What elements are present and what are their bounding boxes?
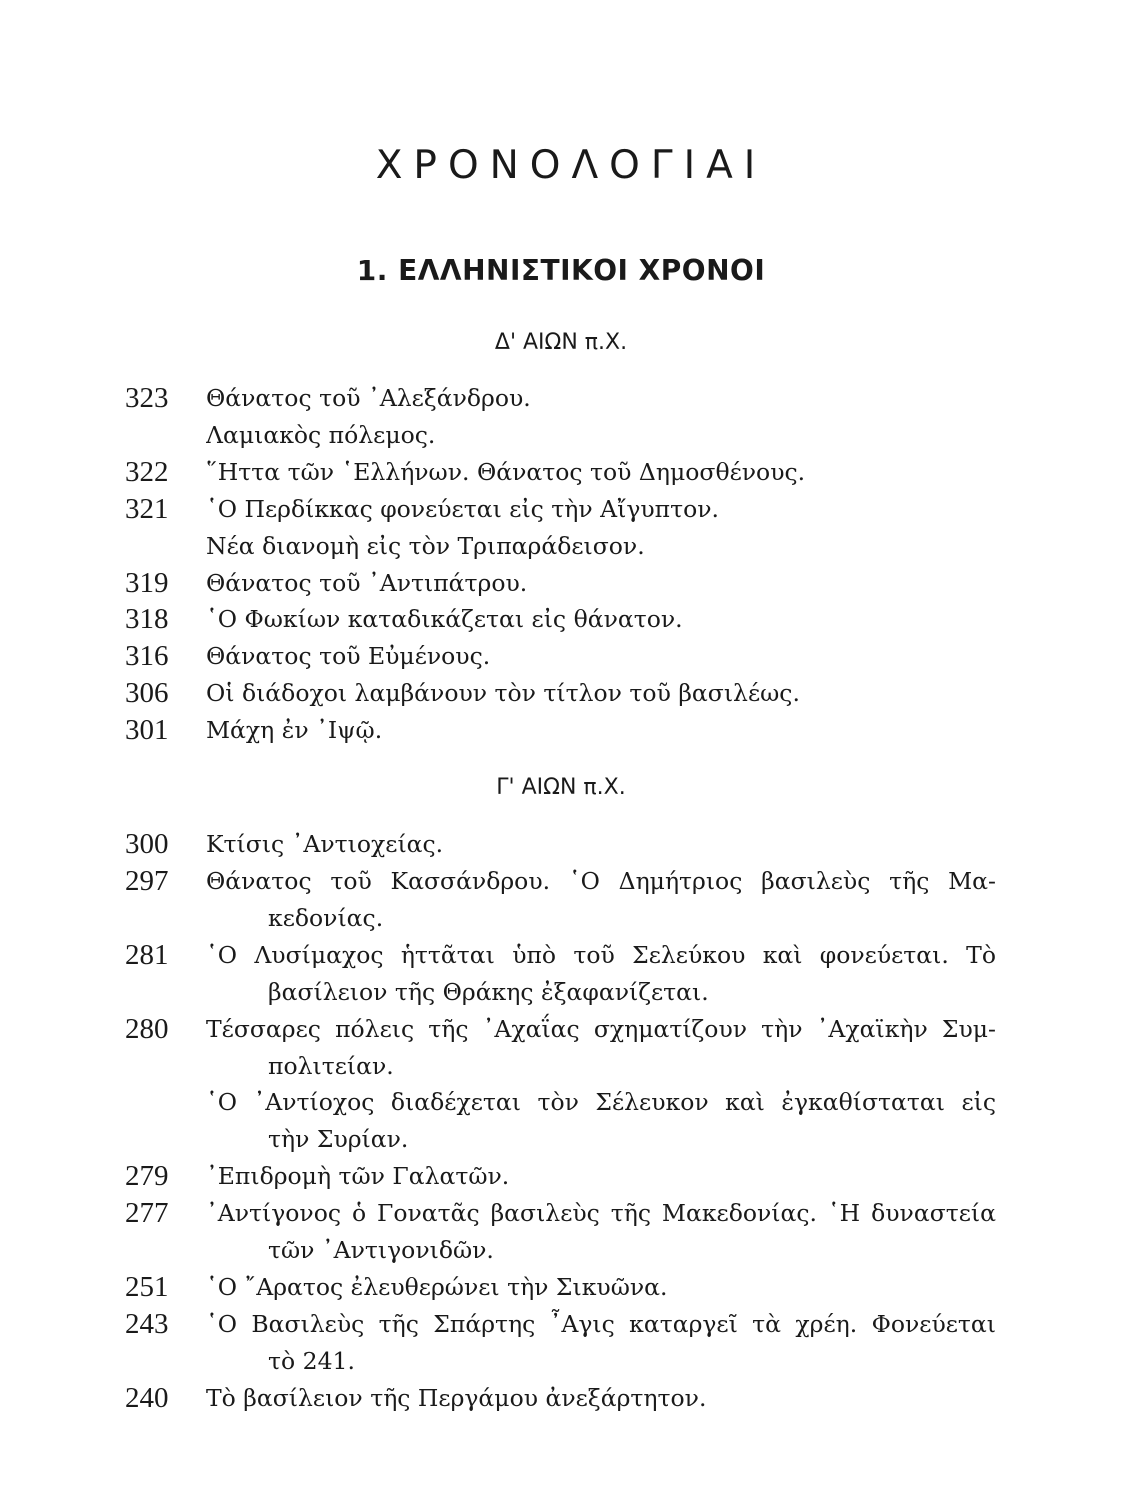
entry-text [206,1195,996,1269]
entry-year: 300 [125,828,169,860]
entry-year: 281 [125,938,169,971]
entry-year: 243 [125,1307,169,1340]
entry-text [206,1380,996,1417]
entry-year: 297 [125,864,169,897]
entry-text [206,1306,996,1380]
entry-line: ῞Ηττα τῶν ῾Ελλήνων. Θάνατος τοῦ Δημοσθένους. [206,457,806,486]
entry-year: 251 [125,1270,169,1303]
entry-year: 319 [125,566,169,599]
entry-text [206,712,996,749]
entry-line: ῾Ο Περδίκκας φονεύεται εἰς τὴν Αἴγυπτον. [206,494,720,523]
entry-year: 322 [125,455,169,488]
entry-line: ᾿Αντίγονος ὁ Γονατᾶς βασιλεὺς τῆς Μακεδονίας. ῾Η δυναστεία [206,1199,996,1227]
entry-year: 316 [125,640,169,673]
entry-line: ῾Ο Φωκίων καταδικάζεται εἰς θάνατον. [206,605,683,634]
entry-text [206,937,996,1011]
century-heading: Δ' ΑΙΩΝ π.Χ. [494,330,628,355]
entry-year: 280 [125,1012,169,1045]
entry-line: ᾿Επιδρομὴ τῶν Γαλατῶν. [206,1162,510,1191]
entry-text [206,565,996,602]
entry-line: Θάνατος τοῦ ᾿Αντιπάτρου. [206,568,528,597]
entry-text [206,454,996,491]
entry-line: ῾Ο Βασιλεὺς τῆς Σπάρτης ῏Αγις καταργεῖ τὰ χρέη. Φονεύεται [206,1309,996,1338]
entry-line: Κτίσις ᾿Αντιοχείας. [206,830,444,858]
entry-text [206,380,996,454]
entry-year: 277 [125,1197,169,1229]
entry-line: Τὸ βασίλειον τῆς Περγάμου ἀνεξάρτητον. [206,1383,707,1412]
entry-line: Θάνατος τοῦ Κασσάνδρου. ῾Ο Δημήτριος βασιλεὺς τῆς Μα- [206,866,996,895]
page-title: ΧΡΟΝΟΛΟΓΙΑΙ [375,143,767,188]
entry-line: τὴν Συρίαν. [268,1125,409,1154]
entry-text [206,826,996,863]
entry-line: Οἱ διάδοχοι λαμβάνουν τὸν τίτλον τοῦ βασιλέως. [206,679,800,708]
entry-year: 323 [125,382,169,414]
entry-text [206,1011,996,1085]
entry-line: Λαμιακὸς πόλεμος. [206,421,436,449]
entry-line: ῾Ο ᾿Αντίοχος διαδέχεται τὸν Σέλευκον καὶ ἐγκαθίσταται εἰς [206,1088,996,1117]
entry-text [206,1158,996,1195]
entry-text [206,863,996,937]
entry-text [206,601,996,638]
entry-year: 240 [125,1381,169,1414]
entry-line: βασίλειον τῆς Θράκης ἐξαφανίζεται. [268,977,709,1006]
entry-line: Μάχη ἐν ᾿Ιψῷ. [206,716,383,745]
entry-line: ῾Ο ῎Αρατος ἐλευθερώνει τὴν Σικυῶνα. [206,1272,668,1301]
entry-line: κεδονίας. [268,903,384,932]
entry-line: τὸ 241. [268,1346,355,1375]
entry-year: 321 [125,492,169,525]
entry-line: Τέσσαρες πόλεις τῆς ᾿Αχαΐας σχηματίζουν τὴν ᾿Αχαϊκὴν Συμ- [206,1014,996,1043]
entry-year: 301 [125,714,169,747]
entry-line: Θάνατος τοῦ ᾿Αλεξάνδρου. [206,384,531,412]
entry-year: 318 [125,603,169,636]
section-title: 1. ΕΛΛΗΝΙΣΤΙΚΟΙ ΧΡΟΝΟΙ [356,254,766,287]
century-heading: Γ' ΑΙΩΝ π.Χ. [496,775,626,800]
entry-text [206,675,996,712]
entry-text [206,1084,996,1158]
entry-line: Θάνατος τοῦ Εὐμένους. [206,642,491,671]
entry-text [206,638,996,675]
entry-year: 306 [125,677,169,710]
entry-text [206,491,996,565]
entry-year: 279 [125,1160,169,1193]
entry-line: πολιτείαν. [268,1051,394,1080]
entry-line: Νέα διανομὴ εἰς τὸν Τριπαράδεισον. [206,531,645,560]
entry-line: ῾Ο Λυσίμαχος ἡττᾶται ὑπὸ τοῦ Σελεύκου καὶ φονεύεται. Τὸ [206,940,996,969]
entry-text [206,1269,996,1306]
entry-line: τῶν ᾿Αντιγονιδῶν. [268,1236,494,1264]
